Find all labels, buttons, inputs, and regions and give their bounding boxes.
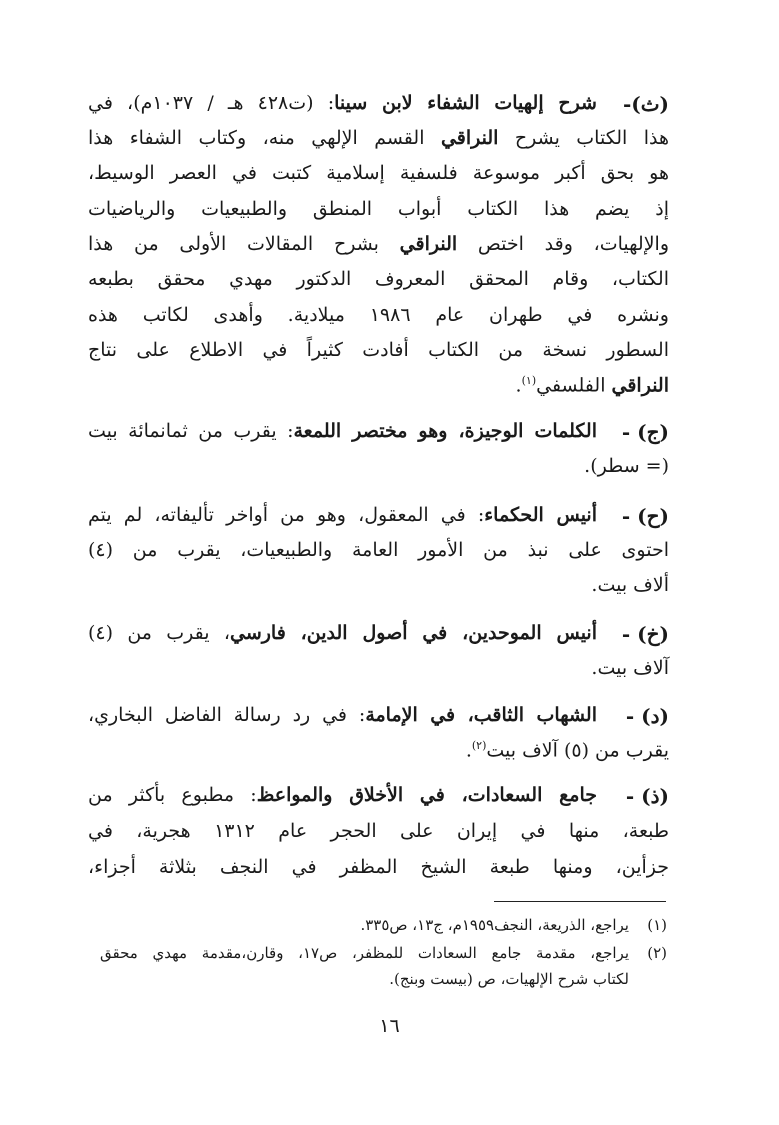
text-line: والإلهيات، وقد اختص النراقي بشرح المقالات الأولى من هذا <box>88 233 670 255</box>
text-line: النراقي الفلسفي$^{(١)}$. <box>515 374 669 397</box>
footnote-line: يراجع، الذريعة، النجف١٩٥٩م، ج١٣، ص٣٣٥. <box>360 916 629 934</box>
entry-title: شرح إلهيات الشفاء لابن سينا <box>334 92 597 114</box>
text-line: أنيس الموحدين، في أصول الدين، فارسي، يقرب من (٤) <box>88 622 597 644</box>
page-number: ١٦ <box>379 1015 400 1037</box>
footnote-ref: (١) <box>521 374 537 387</box>
entry-marker: (ذ) - <box>625 784 669 808</box>
text-line: آلاف بيت. <box>591 657 669 679</box>
entry-title: جامع السعادات، في الأخلاق والمواعظ <box>256 784 597 806</box>
text-line: (= سطر). <box>584 455 669 477</box>
entry-marker: (ح) - <box>621 504 669 528</box>
text-line: جزأين، ومنها طبعة الشيخ المظفر في النجف بثلاثة أجزاء، <box>88 856 669 878</box>
text-line: ونشره في طهران عام ١٩٨٦ ميلادية. وأهدى لكاتب هذه <box>88 304 669 326</box>
entry-title: أنيس الموحدين، في أصول الدين، فارسي <box>229 622 597 644</box>
text-line: أنيس الحكماء: في المعقول، وهو من أواخر تأليفاته، لم يتم <box>88 504 597 526</box>
text-line: الشهاب الثاقب، في الإمامة: في رد رسالة الفاضل البخاري، <box>88 704 597 726</box>
text-line: شرح إلهيات الشفاء لابن سينا: (ت٤٢٨ هـ / ١٠٣٧م)، في <box>88 92 597 114</box>
entry-marker: (د) - <box>625 704 669 728</box>
entry-title: أنيس الحكماء <box>484 504 597 526</box>
entry-marker: (ث)- <box>622 92 669 116</box>
entry-title: الكلمات الوجيزة، وهو مختصر اللمعة <box>293 420 597 442</box>
text-line: السطور نسخة من الكتاب أفادت كثيراً في الاطلاع على نتاج <box>88 339 669 361</box>
text-line: إذ يضم هذا الكتاب أبواب المنطق والطبيعيات والرياضيات <box>88 198 669 220</box>
footnote-line: يراجع، مقدمة جامع السعادات للمظفر، ص١٧، وقارن،مقدمة مهدي محقق <box>100 944 629 962</box>
entry-marker: (خ) - <box>621 622 669 646</box>
text-line: جامع السعادات، في الأخلاق والمواعظ: مطبوع بأكثر من <box>88 784 597 806</box>
text-line: هو بحق أكبر موسوعة فلسفية إسلامية كتبت في العصر الوسيط، <box>88 162 669 184</box>
entry-marker: (ج) - <box>621 420 669 444</box>
text-line: احتوى على نبذ من الأمور العامة والطبيعيات، يقرب من (٤) <box>88 539 669 561</box>
footnote-ref: (٢) <box>471 739 487 752</box>
entry-title: الشهاب الثاقب، في الإمامة <box>365 704 597 726</box>
footnote-line: لكتاب شرح الإلهيات، ص (بيست وبنج). <box>389 970 629 988</box>
footnote-number: (٢) <box>647 944 667 962</box>
footnote-number: (١) <box>647 916 667 934</box>
text-line: طبعة، منها في إيران على الحجر عام ١٣١٢ هجرية، في <box>88 820 669 842</box>
footnote-separator <box>494 901 666 902</box>
text-line: ألاف بيت. <box>591 574 669 596</box>
text-line: الكلمات الوجيزة، وهو مختصر اللمعة: يقرب من ثمانمائة بيت <box>88 420 597 442</box>
text-line: هذا الكتاب يشرح النراقي القسم الإلهي منه، وكتاب الشفاء هذا <box>88 127 669 149</box>
text-line: يقرب من (٥) آلاف بيت$^{(٢)}$. <box>465 739 669 762</box>
text-line: الكتاب، وقام المحقق المعروف الدكتور مهدي محقق بطبعه <box>88 268 669 290</box>
